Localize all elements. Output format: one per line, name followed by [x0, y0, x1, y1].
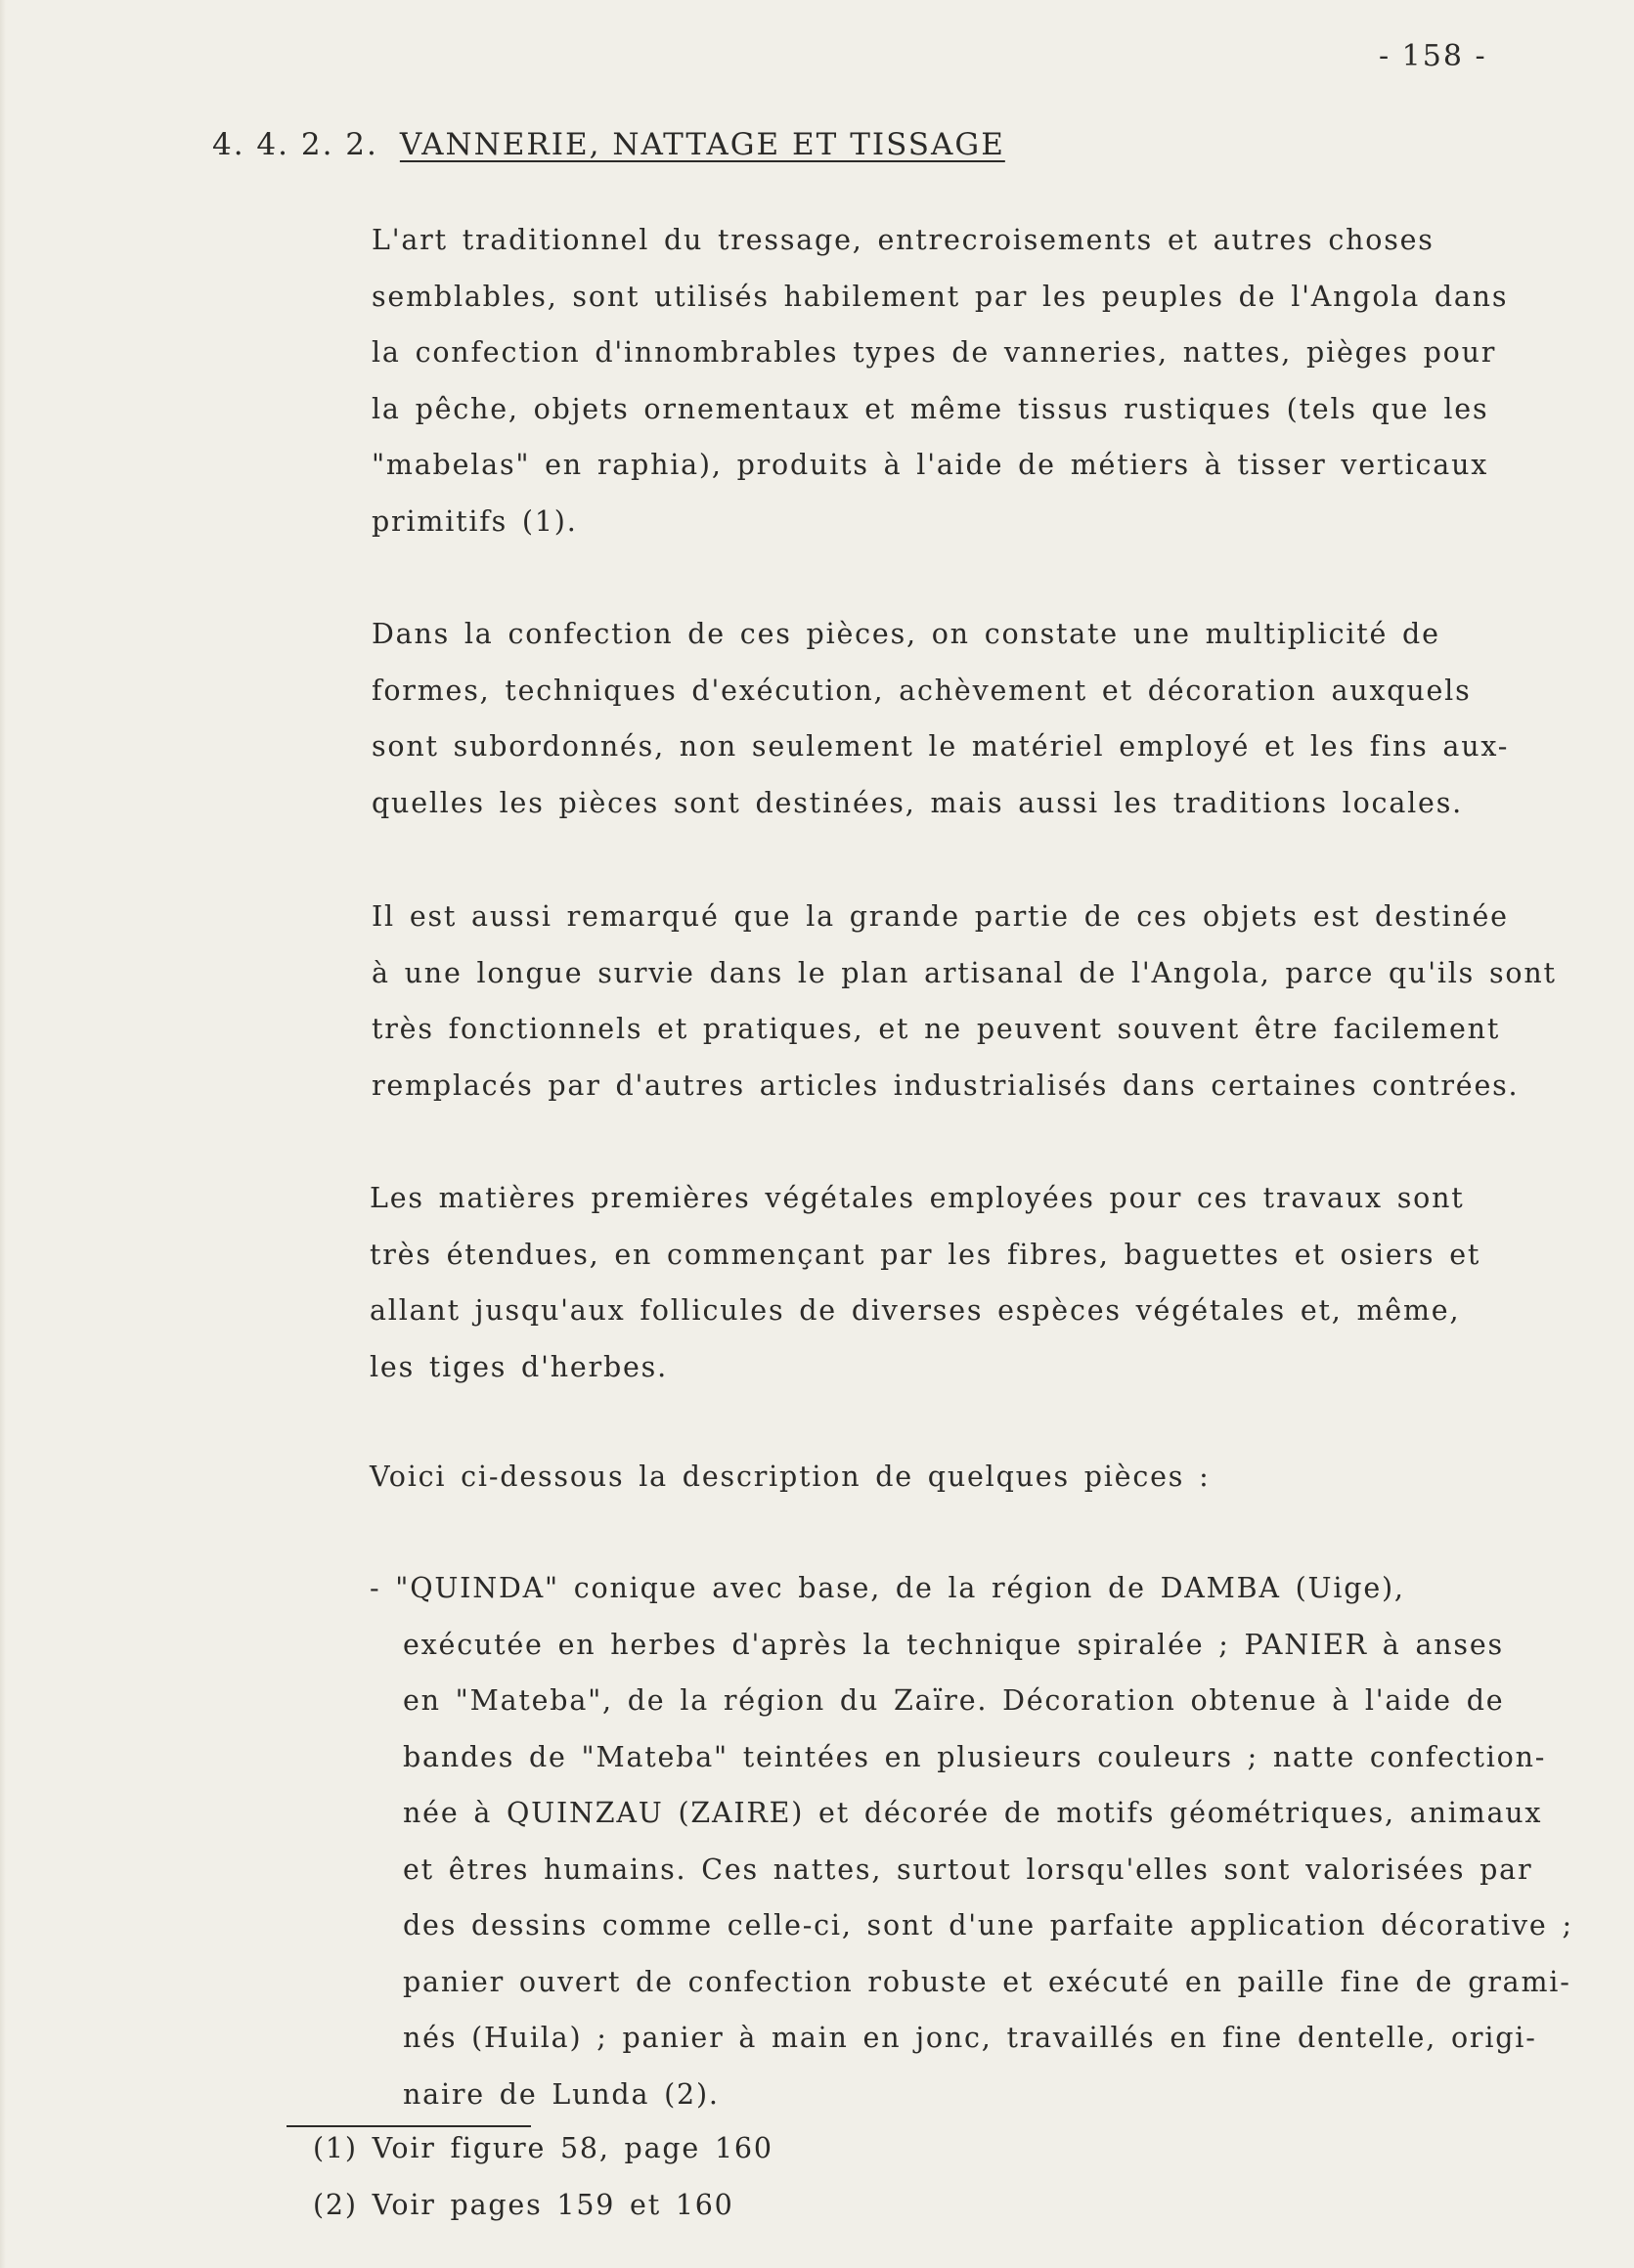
- paragraph-1: [372, 212, 1574, 549]
- text-line: nés (Huila) ; panier à main en jonc, travaillés en fine dentelle, origi-: [403, 2022, 1537, 2054]
- text-line: "mabelas" en raphia), produits à l'aide de métiers à tisser verticaux: [372, 449, 1489, 481]
- footnote-divider: [287, 2125, 531, 2127]
- paragraph-3: [372, 889, 1574, 1113]
- text-line: semblables, sont utilisés habilement par les peuples de l'Angola dans: [372, 280, 1509, 313]
- text-line: les tiges d'herbes.: [370, 1350, 668, 1383]
- paragraph-4: [370, 1170, 1572, 1395]
- page-number: - 158 -: [1379, 39, 1487, 73]
- text-line: très étendues, en commençant par les fibres, baguettes et osiers et: [370, 1238, 1481, 1271]
- text-line: née à QUINZAU (ZAIRE) et décorée de motifs géométriques, animaux: [403, 1797, 1543, 1829]
- text-line: sont subordonnés, non seulement le matériel employé et les fins aux-: [372, 730, 1510, 763]
- text-line: bandes de "Mateba" teintées en plusieurs couleurs ; natte confection-: [403, 1740, 1547, 1773]
- text-line: à une longue survie dans le plan artisanal de l'Angola, parce qu'ils sont: [372, 956, 1557, 989]
- text-line: la confection d'innombrables types de vanneries, nattes, pièges pour: [372, 336, 1497, 369]
- text-line: L'art traditionnel du tressage, entrecroisements et autres choses: [372, 224, 1435, 256]
- text-line: naire de Lunda (2).: [403, 2077, 720, 2111]
- text-line: allant jusqu'aux follicules de diverses espèces végétales et, même,: [370, 1294, 1461, 1327]
- text-line: remplacés par d'autres articles industrialisés dans certaines contrées.: [372, 1069, 1520, 1102]
- paragraph-5: [370, 1449, 1572, 1505]
- text-line: des dessins comme celle-ci, sont d'une parfaite application décorative ;: [403, 1909, 1573, 1941]
- text-line: la pêche, objets ornementaux et même tissus rustiques (tels que les: [372, 392, 1489, 425]
- text-line: Les matières premières végétales employées pour ces travaux sont: [370, 1182, 1465, 1214]
- text-line: primitifs (1).: [372, 504, 578, 538]
- text-line: Voici ci-dessous la description de quelques pièces :: [370, 1461, 1211, 1493]
- paragraph-2: [372, 606, 1574, 831]
- text-line: quelles les pièces sont destinées, mais aussi les traditions locales.: [372, 786, 1463, 819]
- list-item: [370, 1560, 1592, 2122]
- footnote-1: (1) Voir figure 58, page 160: [313, 2132, 773, 2164]
- text-line: très fonctionnels et pratiques, et ne peuvent souvent être facilement: [372, 1013, 1501, 1045]
- text-line: et êtres humains. Ces nattes, surtout lorsqu'elles sont valorisées par: [403, 1853, 1533, 1886]
- text-line: formes, techniques d'exécution, achèvement et décoration auxquels: [372, 674, 1472, 707]
- text-line: - "QUINDA" conique avec base, de la région de DAMBA (Uige),: [370, 1572, 1405, 1604]
- footnote-2: (2) Voir pages 159 et 160: [313, 2189, 734, 2221]
- text-line: exécutée en herbes d'après la technique spiralée ; PANIER à anses: [403, 1628, 1504, 1661]
- page-edge: [0, 0, 6, 2268]
- text-line: panier ouvert de confection robuste et exécuté en paille fine de grami-: [403, 1965, 1571, 1998]
- section-heading: [212, 127, 1005, 162]
- section-number: 4. 4. 2. 2.: [212, 127, 378, 162]
- text-line: Dans la confection de ces pièces, on constate une multiplicité de: [372, 618, 1440, 650]
- section-title: VANNERIE, NATTAGE ET TISSAGE: [399, 127, 1005, 162]
- text-line: en "Mateba", de la région du Zaïre. Décoration obtenue à l'aide de: [403, 1684, 1505, 1717]
- text-line: Il est aussi remarqué que la grande partie de ces objets est destinée: [372, 900, 1509, 933]
